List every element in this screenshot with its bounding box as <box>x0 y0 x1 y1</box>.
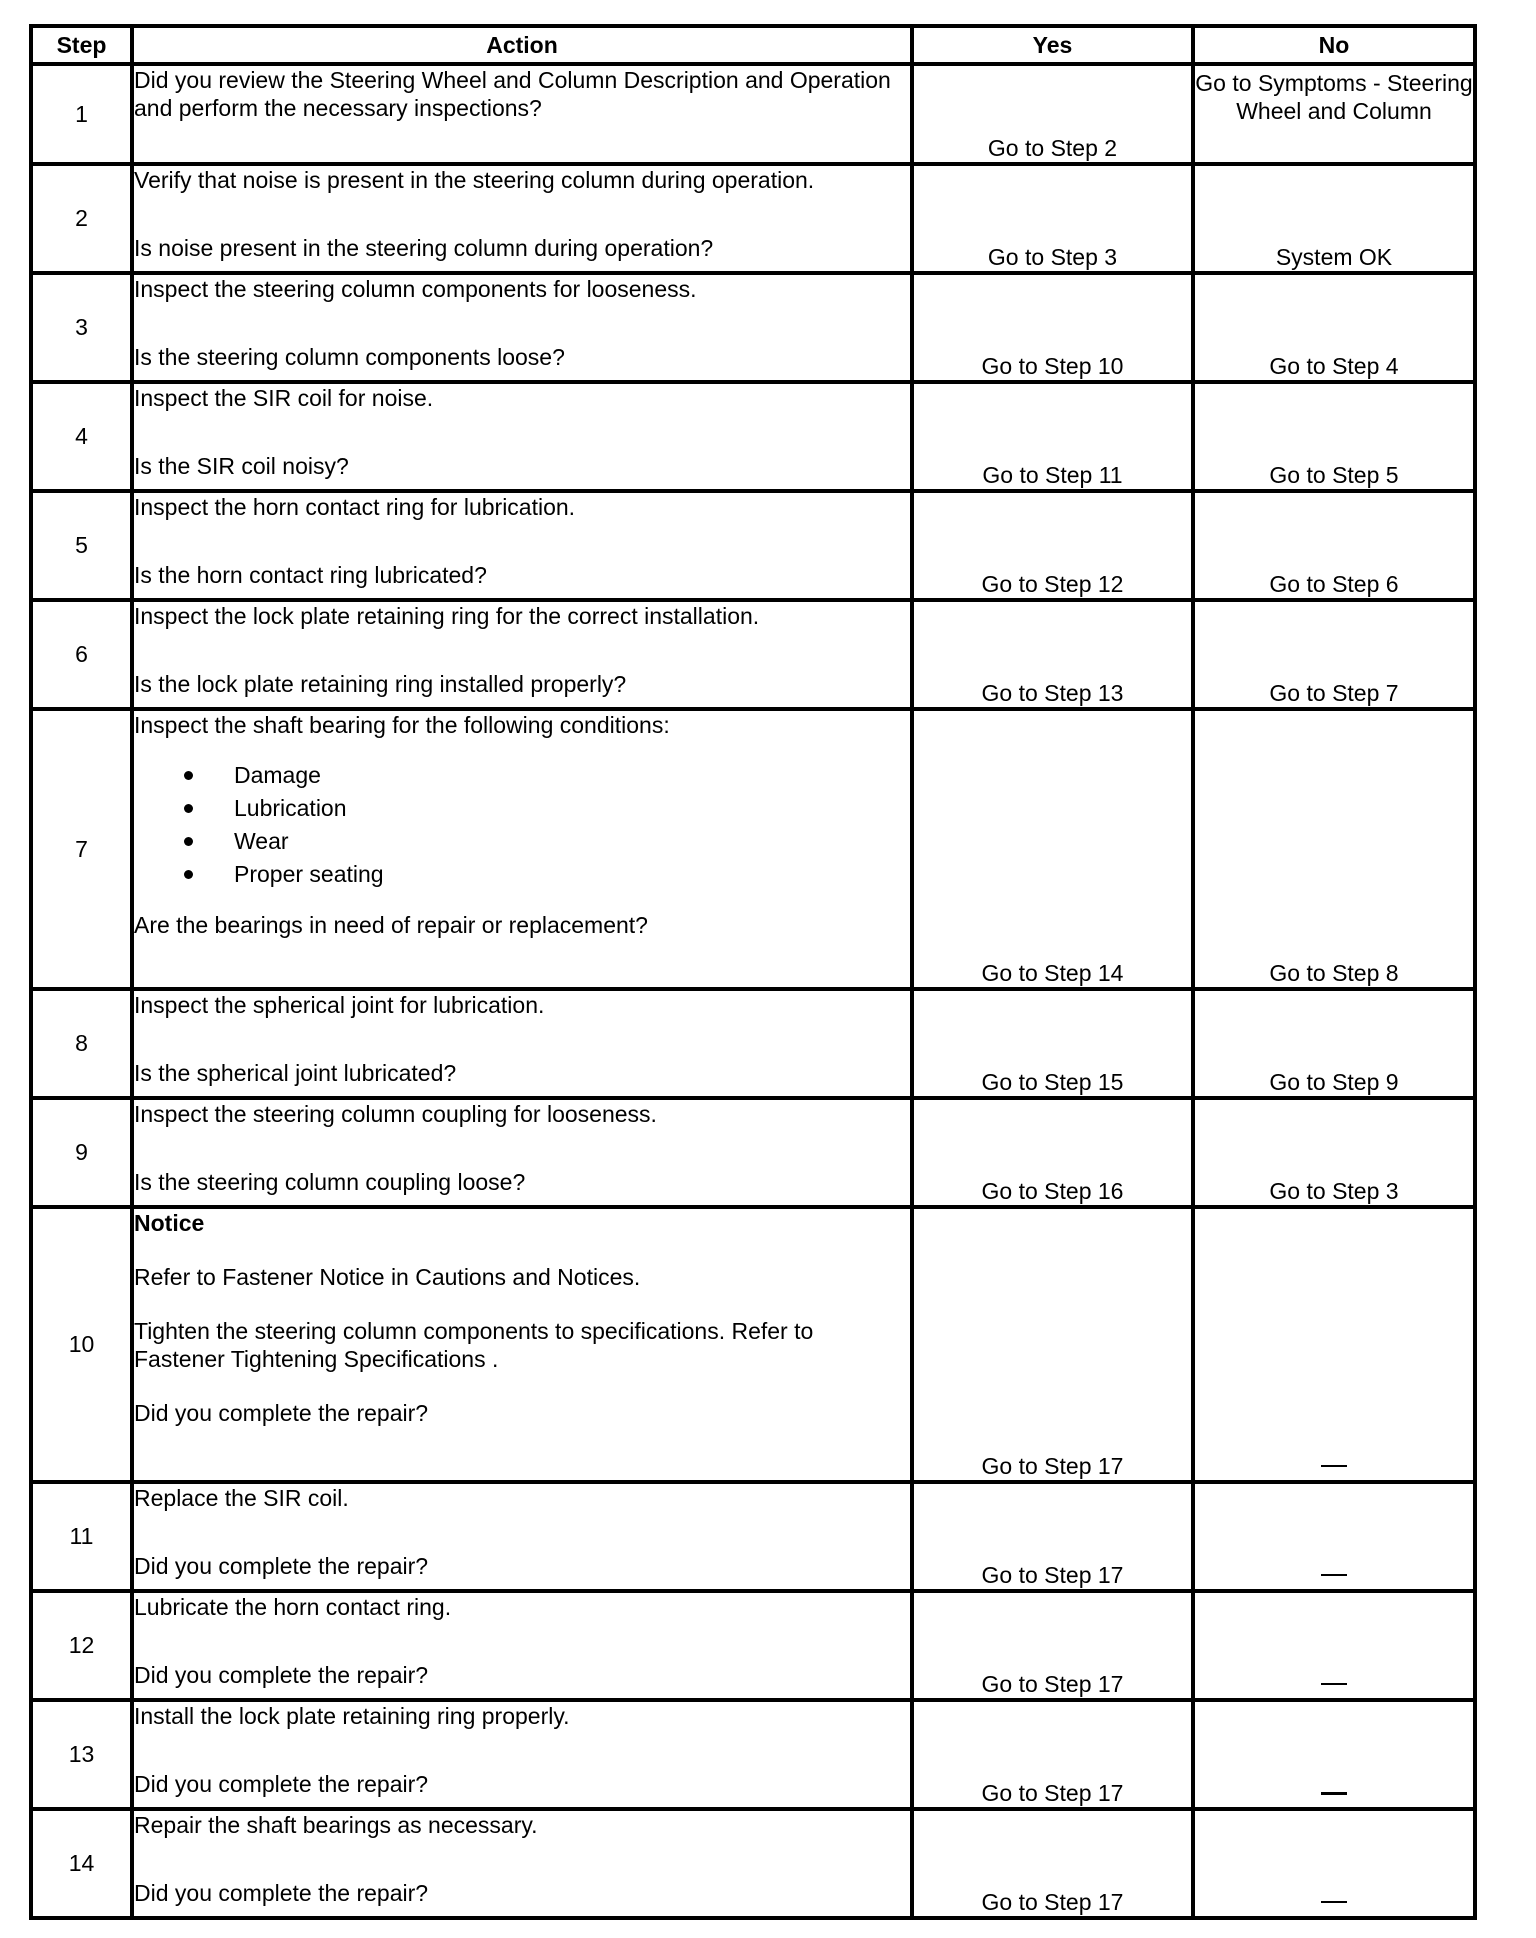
yes-cell: Go to Step 16 <box>912 1098 1193 1207</box>
no-cell: Go to Step 6 <box>1193 491 1475 600</box>
yes-cell: Go to Step 3 <box>912 164 1193 273</box>
yes-cell: Go to Step 17 <box>912 1482 1193 1591</box>
table-row <box>31 1700 1475 1809</box>
action-cell <box>132 989 912 1098</box>
action-question: Did you complete the repair? <box>134 1553 429 1579</box>
action-cell <box>132 1591 912 1700</box>
action-cell <box>132 273 912 382</box>
no-dash <box>1321 1792 1347 1795</box>
no-cell: Go to Step 4 <box>1193 273 1475 382</box>
yes-cell: Go to Step 11 <box>912 382 1193 491</box>
action-question: Did you complete the repair? <box>134 1771 429 1797</box>
action-question: Is the horn contact ring lubricated? <box>134 562 487 588</box>
action-question: Is the steering column components loose? <box>134 344 565 370</box>
no-cell <box>1193 1591 1475 1700</box>
step-number: 8 <box>31 989 132 1098</box>
action-question: Is noise present in the steering column during operation? <box>134 235 714 261</box>
action-text: Inspect the horn contact ring for lubrication. <box>134 494 576 520</box>
no-cell: Go to Step 7 <box>1193 600 1475 709</box>
no-dash <box>1321 1901 1347 1903</box>
action-text: Inspect the steering column coupling for looseness. <box>134 1101 657 1127</box>
yes-cell: Go to Step 12 <box>912 491 1193 600</box>
table-row <box>31 164 1475 273</box>
action-text: Verify that noise is present in the steering column during operation. <box>134 167 815 193</box>
action-cell <box>132 1700 912 1809</box>
yes-cell: Go to Step 10 <box>912 273 1193 382</box>
header-no: No <box>1193 26 1475 64</box>
no-cell <box>1193 1700 1475 1809</box>
step-number: 1 <box>31 64 132 164</box>
yes-cell: Go to Step 14 <box>912 709 1193 989</box>
action-cell <box>132 1098 912 1207</box>
no-dash <box>1321 1574 1347 1576</box>
action-question: Is the steering column coupling loose? <box>134 1169 526 1195</box>
yes-cell: Go to Step 13 <box>912 600 1193 709</box>
header-action: Action <box>132 26 912 64</box>
action-text: Replace the SIR coil. <box>134 1485 349 1511</box>
action-text: Inspect the SIR coil for noise. <box>134 385 434 411</box>
step-number: 7 <box>31 709 132 989</box>
action-cell <box>132 382 912 491</box>
action-cell <box>132 164 912 273</box>
yes-cell: Go to Step 17 <box>912 1591 1193 1700</box>
action-question: Are the bearings in need of repair or replacement? <box>134 912 648 938</box>
table-row <box>31 1482 1475 1591</box>
list-item: Lubrication <box>234 792 910 825</box>
no-cell <box>1193 1482 1475 1591</box>
action-cell <box>132 64 912 164</box>
table-row <box>31 1591 1475 1700</box>
header-step: Step <box>31 26 132 64</box>
table-row <box>31 1207 1475 1482</box>
step-number: 3 <box>31 273 132 382</box>
list-item: Proper seating <box>234 858 910 891</box>
action-text: Inspect the shaft bearing for the following conditions: <box>134 712 670 738</box>
notice-heading: Notice <box>134 1210 205 1236</box>
action-question: Is the spherical joint lubricated? <box>134 1060 457 1086</box>
action-text: Install the lock plate retaining ring properly. <box>134 1703 570 1729</box>
yes-cell: Go to Step 15 <box>912 989 1193 1098</box>
no-cell <box>1193 1207 1475 1482</box>
table-row <box>31 989 1475 1098</box>
action-text: Repair the shaft bearings as necessary. <box>134 1812 538 1838</box>
step-number: 6 <box>31 600 132 709</box>
table-row <box>31 1098 1475 1207</box>
table-row <box>31 64 1475 164</box>
step-number: 9 <box>31 1098 132 1207</box>
action-cell <box>132 709 912 989</box>
list-item: Wear <box>234 825 910 858</box>
no-cell: Go to Step 8 <box>1193 709 1475 989</box>
table-row <box>31 709 1475 989</box>
diagnostic-table <box>29 24 1477 1920</box>
header-yes: Yes <box>912 26 1193 64</box>
no-cell: Go to Step 9 <box>1193 989 1475 1098</box>
list-item: Damage <box>234 759 910 792</box>
yes-cell: Go to Step 17 <box>912 1207 1193 1482</box>
action-text: Did you review the Steering Wheel and Column Description and Operation and perform the necessary inspections? <box>134 67 891 121</box>
no-cell: Go to Step 5 <box>1193 382 1475 491</box>
action-question: Is the lock plate retaining ring installed properly? <box>134 671 627 697</box>
step-number: 5 <box>31 491 132 600</box>
action-text: Inspect the steering column components for looseness. <box>134 276 697 302</box>
step-number: 12 <box>31 1591 132 1700</box>
no-cell: Go to Step 3 <box>1193 1098 1475 1207</box>
table-row <box>31 382 1475 491</box>
step-number: 13 <box>31 1700 132 1809</box>
header-row <box>31 26 1475 64</box>
table-row <box>31 491 1475 600</box>
action-cell <box>132 600 912 709</box>
step-number: 10 <box>31 1207 132 1482</box>
no-dash <box>1321 1465 1347 1467</box>
action-text: Refer to Fastener Notice in Cautions and Notices. <box>134 1264 641 1290</box>
table-row <box>31 1809 1475 1918</box>
table-row <box>31 600 1475 709</box>
yes-cell: Go to Step 17 <box>912 1700 1193 1809</box>
action-question: Is the SIR coil noisy? <box>134 453 349 479</box>
step-number: 4 <box>31 382 132 491</box>
conditions-list <box>134 759 910 891</box>
step-number: 11 <box>31 1482 132 1591</box>
action-text: Tighten the steering column components to specifications. Refer to Fastener Tightening Specifications . <box>134 1318 814 1372</box>
action-cell <box>132 491 912 600</box>
table-row <box>31 273 1475 382</box>
action-text: Lubricate the horn contact ring. <box>134 1594 452 1620</box>
action-cell <box>132 1809 912 1918</box>
no-cell <box>1193 1809 1475 1918</box>
no-cell: System OK <box>1193 164 1475 273</box>
action-question: Did you complete the repair? <box>134 1880 429 1906</box>
step-number: 14 <box>31 1809 132 1918</box>
action-cell <box>132 1482 912 1591</box>
no-dash <box>1321 1683 1347 1685</box>
action-text: Inspect the lock plate retaining ring for the correct installation. <box>134 603 760 629</box>
yes-cell: Go to Step 2 <box>912 64 1193 164</box>
action-question: Did you complete the repair? <box>134 1400 429 1426</box>
step-number: 2 <box>31 164 132 273</box>
action-cell <box>132 1207 912 1482</box>
yes-cell: Go to Step 17 <box>912 1809 1193 1918</box>
action-text: Inspect the spherical joint for lubrication. <box>134 992 545 1018</box>
no-cell: Go to Symptoms - Steering Wheel and Column <box>1193 64 1475 164</box>
action-question: Did you complete the repair? <box>134 1662 429 1688</box>
